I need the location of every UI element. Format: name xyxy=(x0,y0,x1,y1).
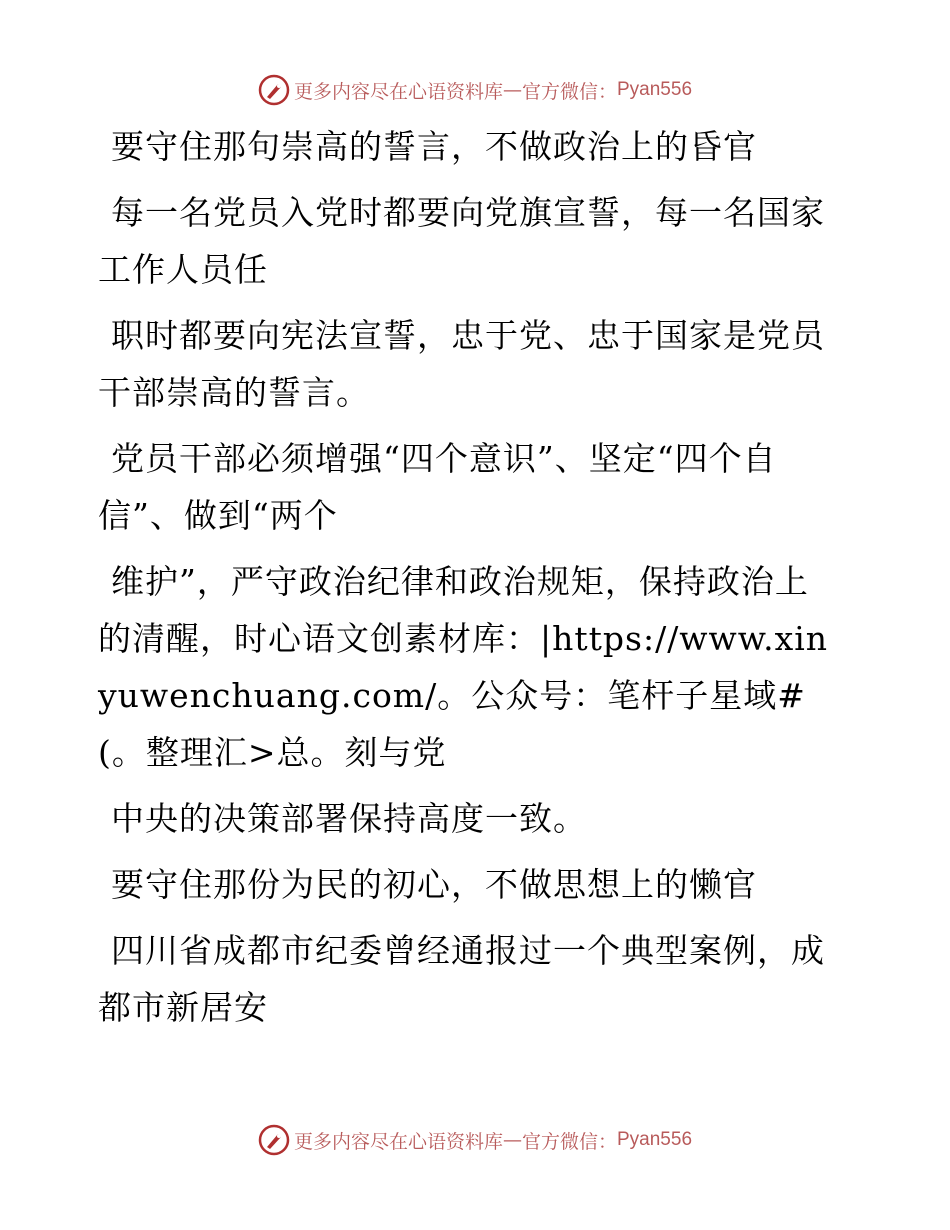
pen-nib-logo-icon xyxy=(258,1124,290,1156)
footer-banner-text: 更多内容尽在心语资料库 xyxy=(293,1130,503,1153)
paragraph: 维护”，严守政治纪律和政治规矩，保持政治上的清醒，时心语文创素材库：|https://www.xinyuwenchuang.com/。公众号：笔杆子星域#(。整理汇>总。刻与党 xyxy=(98,562,829,772)
header-wechat-id: Pyan556 xyxy=(617,79,693,100)
paragraph: 要守住那份为民的初心，不做思想上的懒官 xyxy=(111,865,757,904)
header-dash: — xyxy=(502,79,522,101)
footer-dash: — xyxy=(502,1129,522,1151)
header-wechat-label: 官方微信： xyxy=(521,80,617,103)
header-banner-text: 更多内容尽在心语资料库 xyxy=(293,80,503,103)
paragraph: 职时都要向宪法宣誓，忠于党、忠于国家是党员干部崇高的誓言。 xyxy=(98,316,825,412)
paragraph: 四川省成都市纪委曾经通报过一个典型案例，成都市新居安 xyxy=(98,931,825,1027)
footer-wechat-id: Pyan556 xyxy=(617,1129,693,1150)
footer-banner xyxy=(0,1120,950,1160)
paragraph: 党员干部必须增强“四个意识”、坚定“四个自信”、做到“两个 xyxy=(98,439,777,535)
paragraph: 中央的决策部署保持高度一致。 xyxy=(111,799,587,838)
header-banner xyxy=(0,70,950,110)
paragraph: 要守住那句崇高的誓言，不做政治上的昏官 xyxy=(111,127,757,166)
paragraph: 每一名党员入党时都要向党旗宣誓，每一名国家工作人员任 xyxy=(98,193,825,289)
footer-wechat-label: 官方微信： xyxy=(521,1130,617,1153)
pen-nib-logo-icon xyxy=(258,74,290,106)
document-body xyxy=(98,118,838,1045)
